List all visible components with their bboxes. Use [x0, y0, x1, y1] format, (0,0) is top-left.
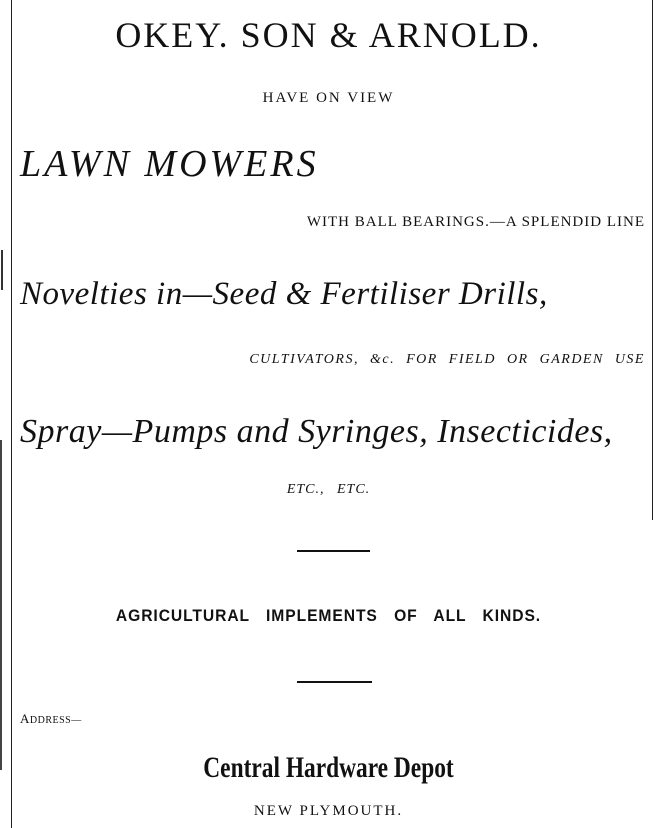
address-initial: A [20, 711, 30, 726]
right-column-rule [652, 0, 653, 520]
divider-rule-lower [297, 681, 372, 683]
left-column-rule [11, 0, 12, 828]
address-rest: DDRESS— [29, 715, 82, 726]
left-edge-fragment [1, 250, 3, 290]
novelties-heading: Novelties in—Seed & Fertiliser Drills, [20, 276, 548, 312]
divider-rule [297, 550, 370, 552]
address-label [20, 711, 82, 727]
etc-line: ETC., ETC. [286, 482, 371, 497]
ball-bearings-line: WITH BALL BEARINGS.—A SPLENDID LINE [306, 214, 645, 230]
lawn-mowers-heading: LAWN MOWERS [20, 143, 319, 185]
depot-name: Central Hardware Depot [203, 751, 454, 784]
town-name: NEW PLYMOUTH. [253, 803, 404, 819]
advertiser-name: OKEY. SON & ARNOLD. [115, 15, 542, 55]
have-on-view-line: HAVE ON VIEW [262, 90, 395, 106]
spray-pumps-heading: Spray—Pumps and Syringes, Insecticides, [20, 413, 613, 450]
agricultural-implements-line: AGRICULTURAL IMPLEMENTS OF ALL KINDS. [115, 606, 542, 625]
cultivators-line: CULTIVATORS, &c. FOR FIELD OR GARDEN USE [249, 352, 645, 367]
